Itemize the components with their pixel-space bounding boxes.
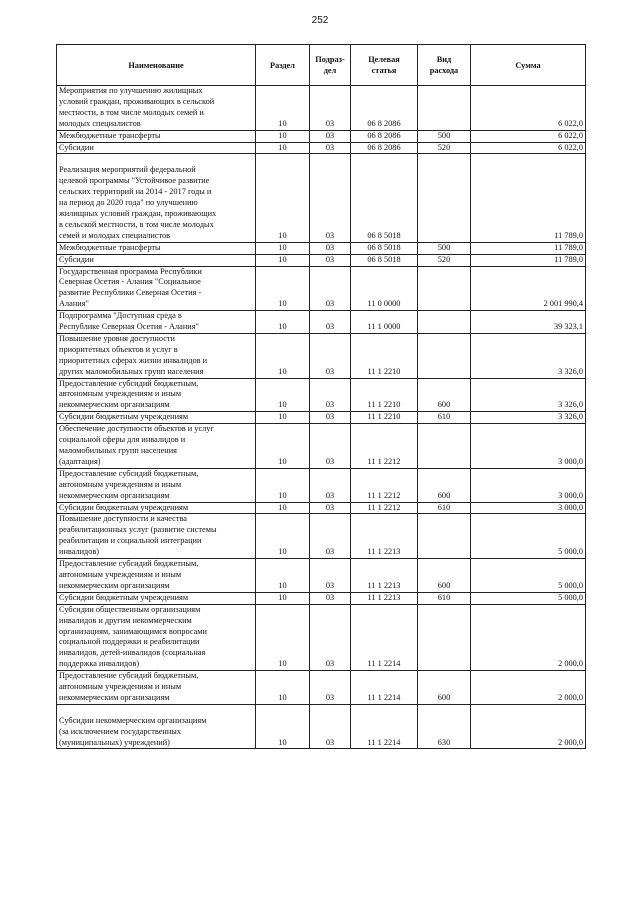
- row-expense-cell: 610: [418, 412, 471, 424]
- row-subsection-cell: 03: [310, 604, 351, 670]
- row-target-cell: 11 1 2212: [351, 424, 418, 469]
- table-row: [57, 592, 586, 604]
- row-name-cell: Субсидии бюджетным учреждениям: [57, 502, 256, 514]
- table-row: [57, 468, 586, 502]
- row-name-cell: Субсидии: [57, 254, 256, 266]
- row-subsection-cell: 03: [310, 142, 351, 154]
- table-row: [57, 559, 586, 593]
- table-row: [57, 266, 586, 311]
- row-target-cell: 11 1 2212: [351, 502, 418, 514]
- table-row: [57, 254, 586, 266]
- row-target-cell: 06 8 2086: [351, 86, 418, 131]
- row-subsection-cell: 03: [310, 704, 351, 749]
- row-section-cell: 10: [256, 412, 310, 424]
- row-name-cell: Предоставление субсидий бюджетным, автономным учреждениям и иным некоммерческим организациям: [57, 468, 256, 502]
- row-subsection-cell: 03: [310, 559, 351, 593]
- row-subsection-cell: 03: [310, 86, 351, 131]
- table-row: [57, 130, 586, 142]
- row-target-cell: 06 8 2086: [351, 142, 418, 154]
- table-row: [57, 514, 586, 559]
- row-name-cell: Межбюджетные трансферты: [57, 130, 256, 142]
- row-name-cell: Государственная программа Республики Северная Осетия - Алания "Социальное развитие Республики Северная Осетия - Алания": [57, 266, 256, 311]
- row-name-cell: Предоставление субсидий бюджетным, автономным учреждениям и иным некоммерческим организациям: [57, 378, 256, 412]
- table-row: [57, 378, 586, 412]
- row-target-cell: 11 1 2213: [351, 514, 418, 559]
- row-name-cell: Предоставление субсидий бюджетным, автономным учреждениям и иным некоммерческим организациям: [57, 671, 256, 705]
- row-section-cell: 10: [256, 671, 310, 705]
- table-row: [57, 412, 586, 424]
- table-row: [57, 671, 586, 705]
- row-expense-cell: [418, 311, 471, 334]
- row-target-cell: 11 0 0000: [351, 266, 418, 311]
- row-expense-cell: 610: [418, 592, 471, 604]
- row-amount-cell: 3 326,0: [471, 333, 586, 378]
- table-row: [57, 704, 586, 749]
- table-row: [57, 142, 586, 154]
- row-amount-cell: 5 000,0: [471, 514, 586, 559]
- row-subsection-cell: 03: [310, 154, 351, 242]
- row-name-cell: Подпрограмма "Доступная среда в Республике Северная Осетия - Алания": [57, 311, 256, 334]
- header-amount: Сумма: [471, 45, 586, 86]
- row-name-cell: Реализация мероприятий федеральной целевой программы "Устойчивое развитие сельских территорий на 2014 - 2017 годы и на период до 2020 года" по улучшению жилищных условий граждан, проживающих в сельской местности, в том числе молодых семей и молодых специалистов: [57, 154, 256, 242]
- row-section-cell: 10: [256, 468, 310, 502]
- row-subsection-cell: 03: [310, 130, 351, 142]
- row-expense-cell: 500: [418, 242, 471, 254]
- row-subsection-cell: 03: [310, 378, 351, 412]
- row-section-cell: 10: [256, 502, 310, 514]
- row-amount-cell: 3 326,0: [471, 412, 586, 424]
- header-target: Целевая статья: [351, 45, 418, 86]
- row-amount-cell: 3 000,0: [471, 424, 586, 469]
- row-section-cell: 10: [256, 86, 310, 131]
- row-subsection-cell: 03: [310, 333, 351, 378]
- row-section-cell: 10: [256, 704, 310, 749]
- row-target-cell: 06 8 2086: [351, 130, 418, 142]
- row-section-cell: 10: [256, 142, 310, 154]
- row-amount-cell: 3 000,0: [471, 468, 586, 502]
- row-amount-cell: 6 022,0: [471, 130, 586, 142]
- row-subsection-cell: 03: [310, 242, 351, 254]
- header-subsection: Подраз- дел: [310, 45, 351, 86]
- row-expense-cell: 610: [418, 502, 471, 514]
- row-expense-cell: 500: [418, 130, 471, 142]
- row-section-cell: 10: [256, 559, 310, 593]
- row-section-cell: 10: [256, 604, 310, 670]
- row-name-cell: Субсидии: [57, 142, 256, 154]
- table-row: [57, 502, 586, 514]
- row-name-cell: Обеспечение доступности объектов и услуг социальной сферы для инвалидов и маломобильных групп населения (адаптация): [57, 424, 256, 469]
- row-target-cell: 06 8 5018: [351, 242, 418, 254]
- row-target-cell: 06 8 5018: [351, 154, 418, 242]
- row-name-cell: Предоставление субсидий бюджетным, автономным учреждениям и иным некоммерческим организациям: [57, 559, 256, 593]
- row-expense-cell: [418, 154, 471, 242]
- row-name-cell: Мероприятия по улучшению жилищных условий граждан, проживающих в сельской местности, в том числе молодых семей и молодых специалистов: [57, 86, 256, 131]
- row-expense-cell: 600: [418, 559, 471, 593]
- row-amount-cell: 3 000,0: [471, 502, 586, 514]
- row-subsection-cell: 03: [310, 412, 351, 424]
- header-expense: Вид расхода: [418, 45, 471, 86]
- row-expense-cell: 600: [418, 468, 471, 502]
- row-section-cell: 10: [256, 154, 310, 242]
- table-row: [57, 604, 586, 670]
- header-section: Раздел: [256, 45, 310, 86]
- row-amount-cell: 2 000,0: [471, 604, 586, 670]
- row-amount-cell: 11 789,0: [471, 254, 586, 266]
- row-target-cell: 11 1 0000: [351, 311, 418, 334]
- row-amount-cell: 5 000,0: [471, 592, 586, 604]
- row-section-cell: 10: [256, 266, 310, 311]
- table-row: [57, 154, 586, 242]
- row-amount-cell: 3 326,0: [471, 378, 586, 412]
- row-target-cell: 11 1 2210: [351, 412, 418, 424]
- row-expense-cell: [418, 333, 471, 378]
- row-name-cell: Субсидии некоммерческим организациям (за исключением государственных (муниципальных) учреждений): [57, 704, 256, 749]
- row-amount-cell: 6 022,0: [471, 86, 586, 131]
- row-expense-cell: [418, 266, 471, 311]
- row-expense-cell: [418, 604, 471, 670]
- table-row: [57, 242, 586, 254]
- row-expense-cell: [418, 86, 471, 131]
- row-target-cell: 11 1 2212: [351, 468, 418, 502]
- row-name-cell: Субсидии бюджетным учреждениям: [57, 412, 256, 424]
- row-section-cell: 10: [256, 514, 310, 559]
- row-subsection-cell: 03: [310, 514, 351, 559]
- row-target-cell: 11 1 2213: [351, 559, 418, 593]
- row-section-cell: 10: [256, 378, 310, 412]
- row-expense-cell: [418, 514, 471, 559]
- row-section-cell: 10: [256, 592, 310, 604]
- row-subsection-cell: 03: [310, 468, 351, 502]
- page-number: 252: [311, 15, 329, 26]
- table-row: [57, 333, 586, 378]
- row-expense-cell: [418, 424, 471, 469]
- row-subsection-cell: 03: [310, 424, 351, 469]
- row-subsection-cell: 03: [310, 671, 351, 705]
- row-section-cell: 10: [256, 333, 310, 378]
- budget-table: [56, 44, 586, 749]
- row-amount-cell: 11 789,0: [471, 154, 586, 242]
- row-amount-cell: 2 000,0: [471, 704, 586, 749]
- row-expense-cell: 630: [418, 704, 471, 749]
- row-amount-cell: 2 000,0: [471, 671, 586, 705]
- table-row: [57, 86, 586, 131]
- row-section-cell: 10: [256, 242, 310, 254]
- row-target-cell: 06 8 5018: [351, 254, 418, 266]
- table-header-row: [57, 45, 586, 86]
- row-amount-cell: 6 022,0: [471, 142, 586, 154]
- row-expense-cell: 520: [418, 142, 471, 154]
- row-target-cell: 11 1 2214: [351, 604, 418, 670]
- header-name: Наименование: [57, 45, 256, 86]
- row-amount-cell: 39 323,1: [471, 311, 586, 334]
- row-target-cell: 11 1 2210: [351, 333, 418, 378]
- row-amount-cell: 11 789,0: [471, 242, 586, 254]
- row-target-cell: 11 1 2214: [351, 671, 418, 705]
- row-section-cell: 10: [256, 424, 310, 469]
- row-section-cell: 10: [256, 130, 310, 142]
- row-amount-cell: 5 000,0: [471, 559, 586, 593]
- row-expense-cell: 600: [418, 671, 471, 705]
- row-subsection-cell: 03: [310, 311, 351, 334]
- row-target-cell: 11 1 2213: [351, 592, 418, 604]
- table-row: [57, 311, 586, 334]
- row-subsection-cell: 03: [310, 254, 351, 266]
- row-target-cell: 11 1 2214: [351, 704, 418, 749]
- row-target-cell: 11 1 2210: [351, 378, 418, 412]
- row-name-cell: Субсидии общественным организациям инвалидов и другим некоммерческим организациям, занимающимся вопросами социальной поддержки и реабилитации инвалидов, детей-инвалидов (социальная поддержка инвалидов): [57, 604, 256, 670]
- row-expense-cell: 520: [418, 254, 471, 266]
- row-amount-cell: 2 001 990,4: [471, 266, 586, 311]
- row-subsection-cell: 03: [310, 502, 351, 514]
- row-name-cell: Субсидии бюджетным учреждениям: [57, 592, 256, 604]
- row-section-cell: 10: [256, 254, 310, 266]
- row-expense-cell: 600: [418, 378, 471, 412]
- row-section-cell: 10: [256, 311, 310, 334]
- row-name-cell: Повышение доступности и качества реабилитационных услуг (развитие системы реабилитации и социальной интеграции инвалидов): [57, 514, 256, 559]
- table-row: [57, 424, 586, 469]
- row-subsection-cell: 03: [310, 266, 351, 311]
- row-name-cell: Межбюджетные трансферты: [57, 242, 256, 254]
- row-name-cell: Повышение уровня доступности приоритетных объектов и услуг в приоритетных сферах жизни инвалидов и других маломобильных групп населения: [57, 333, 256, 378]
- row-subsection-cell: 03: [310, 592, 351, 604]
